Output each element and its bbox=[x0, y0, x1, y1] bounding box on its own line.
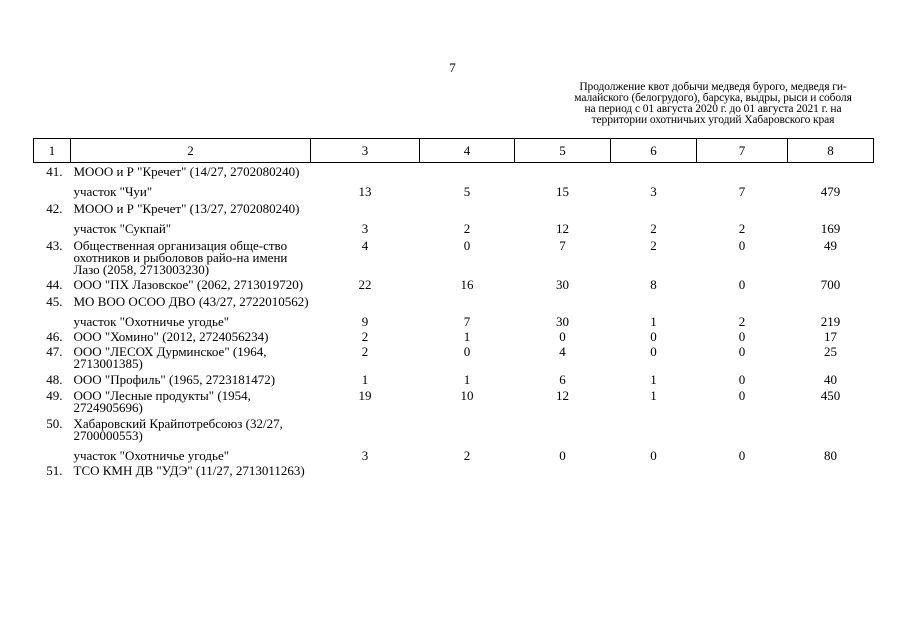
quota-value: 0 bbox=[738, 238, 746, 253]
quota-value bbox=[420, 414, 515, 442]
quota-value: 3 bbox=[650, 184, 657, 199]
quota-value: 1 bbox=[650, 372, 657, 387]
quota-value: 479 bbox=[820, 184, 841, 199]
row-number bbox=[34, 308, 71, 328]
row-number: 49. bbox=[46, 388, 63, 403]
hunting-user-name: участок "Чуи" bbox=[73, 184, 153, 199]
quota-value: 700 bbox=[820, 277, 841, 292]
row-number: 43. bbox=[46, 238, 63, 253]
quota-table bbox=[33, 138, 874, 477]
quota-value bbox=[515, 198, 611, 215]
table-row bbox=[34, 414, 874, 442]
quota-value bbox=[697, 414, 788, 442]
hunting-user-name: МООО и Р "Кречет" (14/27, 2702080240) bbox=[73, 164, 300, 179]
quota-value: 1 bbox=[463, 372, 471, 387]
quota-value bbox=[311, 462, 420, 477]
quota-value bbox=[697, 462, 788, 477]
heading-line: Продолжение квот добычи медведя бурого, медведя ги- bbox=[579, 81, 847, 93]
quota-value bbox=[515, 462, 611, 477]
quota-value bbox=[311, 163, 420, 179]
row-number: 50. bbox=[46, 416, 63, 431]
quota-value bbox=[311, 291, 420, 308]
quota-value bbox=[611, 163, 697, 179]
quota-value bbox=[788, 291, 874, 308]
row-number: 48. bbox=[46, 372, 63, 387]
quota-value bbox=[420, 291, 515, 308]
quota-value: 30 bbox=[556, 314, 569, 329]
quota-value: 8 bbox=[650, 277, 657, 292]
table-row bbox=[34, 308, 874, 328]
quota-value: 1 bbox=[463, 329, 471, 344]
quota-value: 10 bbox=[460, 388, 474, 403]
quota-value bbox=[788, 462, 874, 477]
row-number: 44. bbox=[46, 277, 63, 292]
heading-line: на период с 01 августа 2020 г. до 01 августа 2021 г. на bbox=[584, 103, 842, 115]
hunting-user-name: ООО "ПХ Лазовское" (2062, 2713019720) bbox=[73, 277, 304, 292]
row-number: 46. bbox=[46, 329, 63, 344]
column-header: 7 bbox=[697, 139, 788, 163]
quota-value: 19 bbox=[358, 388, 372, 403]
hunting-user-name: Хабаровский Крайпотребсоюз (32/27, 2700000553) bbox=[73, 416, 283, 443]
quota-value: 2 bbox=[463, 448, 471, 463]
table-row bbox=[34, 328, 874, 343]
quota-value: 1 bbox=[650, 388, 657, 403]
row-number: 47. bbox=[46, 344, 63, 359]
hunting-user-name: МО ВОО ОСОО ДВО (43/27, 2722010562) bbox=[73, 294, 309, 309]
quota-value bbox=[697, 163, 788, 179]
quota-value bbox=[788, 414, 874, 442]
quota-value: 80 bbox=[824, 448, 837, 463]
table-continuation-heading bbox=[548, 82, 878, 126]
table-row bbox=[34, 178, 874, 198]
hunting-user-name: ООО "Лесные продукты" (1954, 2724905696) bbox=[73, 388, 251, 415]
quota-value bbox=[515, 414, 611, 442]
table-row bbox=[34, 235, 874, 276]
quota-value: 17 bbox=[824, 329, 837, 344]
quota-value bbox=[697, 291, 788, 308]
quota-value: 0 bbox=[463, 238, 471, 253]
hunting-user-name: ООО "Профиль" (1965, 2723181472) bbox=[73, 372, 276, 387]
quota-value: 7 bbox=[738, 184, 746, 199]
row-number bbox=[34, 215, 71, 235]
row-number: 51. bbox=[46, 463, 63, 478]
quota-value: 219 bbox=[820, 314, 841, 329]
quota-value: 0 bbox=[738, 372, 746, 387]
quota-value: 25 bbox=[824, 344, 837, 359]
hunting-user-name: ООО "Хомино" (2012, 2724056234) bbox=[73, 329, 269, 344]
hunting-user-name: участок "Охотничье угодье" bbox=[73, 314, 230, 329]
quota-value bbox=[515, 163, 611, 179]
quota-value: 2 bbox=[650, 238, 657, 253]
heading-line: малайского (белогрудого), барсука, выдры, рыси и соболя bbox=[574, 92, 852, 104]
quota-value: 40 bbox=[824, 372, 837, 387]
hunting-user-name: ТСО КМН ДВ "УДЭ" (11/27, 2713011263) bbox=[73, 463, 305, 478]
quota-value bbox=[311, 414, 420, 442]
quota-value bbox=[697, 198, 788, 215]
quota-value: 16 bbox=[460, 277, 474, 292]
quota-value: 0 bbox=[650, 448, 657, 463]
quota-value: 4 bbox=[361, 238, 369, 253]
quota-value bbox=[788, 163, 874, 179]
quota-value: 169 bbox=[820, 221, 841, 236]
column-header: 8 bbox=[788, 139, 874, 163]
column-header: 6 bbox=[611, 139, 697, 163]
quota-value: 4 bbox=[559, 344, 566, 359]
quota-value: 3 bbox=[361, 221, 369, 236]
quota-value: 0 bbox=[738, 277, 746, 292]
quota-value: 49 bbox=[824, 238, 837, 253]
quota-value: 5 bbox=[463, 184, 471, 199]
quota-value: 2 bbox=[361, 344, 369, 359]
quota-value: 0 bbox=[463, 344, 471, 359]
table-row bbox=[34, 386, 874, 414]
quota-value: 2 bbox=[650, 221, 657, 236]
quota-value: 0 bbox=[738, 448, 746, 463]
column-header: 2 bbox=[71, 139, 311, 163]
quota-value: 15 bbox=[556, 184, 569, 199]
quota-value: 0 bbox=[738, 388, 746, 403]
quota-value bbox=[311, 198, 420, 215]
quota-value: 2 bbox=[463, 221, 471, 236]
table-row bbox=[34, 163, 874, 179]
hunting-user-name: ООО "ЛЕСОХ Дурминское" (1964, 2713001385) bbox=[73, 344, 267, 371]
quota-value: 1 bbox=[361, 372, 369, 387]
quota-value bbox=[611, 414, 697, 442]
quota-value bbox=[420, 198, 515, 215]
row-number bbox=[34, 178, 71, 198]
row-number: 45. bbox=[46, 294, 63, 309]
quota-value: 2 bbox=[738, 314, 746, 329]
hunting-user-name: участок "Охотничье угодье" bbox=[73, 448, 230, 463]
quota-value: 13 bbox=[358, 184, 372, 199]
quota-value: 30 bbox=[556, 277, 569, 292]
quota-value: 6 bbox=[559, 372, 566, 387]
table-row bbox=[34, 462, 874, 477]
quota-value: 7 bbox=[559, 238, 566, 253]
table-row bbox=[34, 215, 874, 235]
quota-value bbox=[420, 163, 515, 179]
quota-value bbox=[611, 291, 697, 308]
quota-value bbox=[611, 198, 697, 215]
column-header: 4 bbox=[420, 139, 515, 163]
quota-value: 12 bbox=[556, 388, 569, 403]
quota-value bbox=[420, 462, 515, 477]
column-header: 3 bbox=[311, 139, 420, 163]
quota-value: 7 bbox=[463, 314, 471, 329]
table-row bbox=[34, 276, 874, 291]
column-header: 5 bbox=[515, 139, 611, 163]
quota-value bbox=[611, 462, 697, 477]
quota-value: 0 bbox=[650, 344, 657, 359]
row-number: 42. bbox=[46, 201, 63, 216]
quota-value: 2 bbox=[738, 221, 746, 236]
row-number: 41. bbox=[46, 164, 63, 179]
quota-value: 0 bbox=[738, 344, 746, 359]
quota-value bbox=[515, 291, 611, 308]
quota-value bbox=[788, 198, 874, 215]
table-row bbox=[34, 370, 874, 386]
quota-value: 9 bbox=[361, 314, 369, 329]
hunting-user-name: участок "Сукпай" bbox=[73, 221, 172, 236]
quota-value: 0 bbox=[559, 448, 566, 463]
table-row bbox=[34, 343, 874, 370]
page-number: 7 bbox=[449, 60, 456, 75]
hunting-user-name: Общественная организация обще-ство охотников и рыболовов райо-на имени Лазо (2058, 2713003230) bbox=[73, 238, 288, 277]
heading-line: территории охотничьих угодий Хабаровского края bbox=[591, 114, 835, 126]
table-body bbox=[34, 163, 874, 478]
hunting-user-name: МООО и Р "Кречет" (13/27, 2702080240) bbox=[73, 201, 300, 216]
row-number bbox=[34, 442, 71, 462]
quota-value: 12 bbox=[556, 221, 569, 236]
quota-value: 450 bbox=[820, 388, 841, 403]
quota-value: 0 bbox=[559, 329, 566, 344]
quota-value: 3 bbox=[361, 448, 369, 463]
column-number-row bbox=[34, 139, 874, 163]
quota-value: 2 bbox=[361, 329, 369, 344]
quota-value: 0 bbox=[738, 329, 746, 344]
quota-value: 0 bbox=[650, 329, 657, 344]
quota-value: 22 bbox=[358, 277, 372, 292]
quota-value: 1 bbox=[650, 314, 657, 329]
table-row bbox=[34, 291, 874, 308]
column-header: 1 bbox=[34, 139, 71, 163]
table-row bbox=[34, 198, 874, 215]
table-row bbox=[34, 442, 874, 462]
